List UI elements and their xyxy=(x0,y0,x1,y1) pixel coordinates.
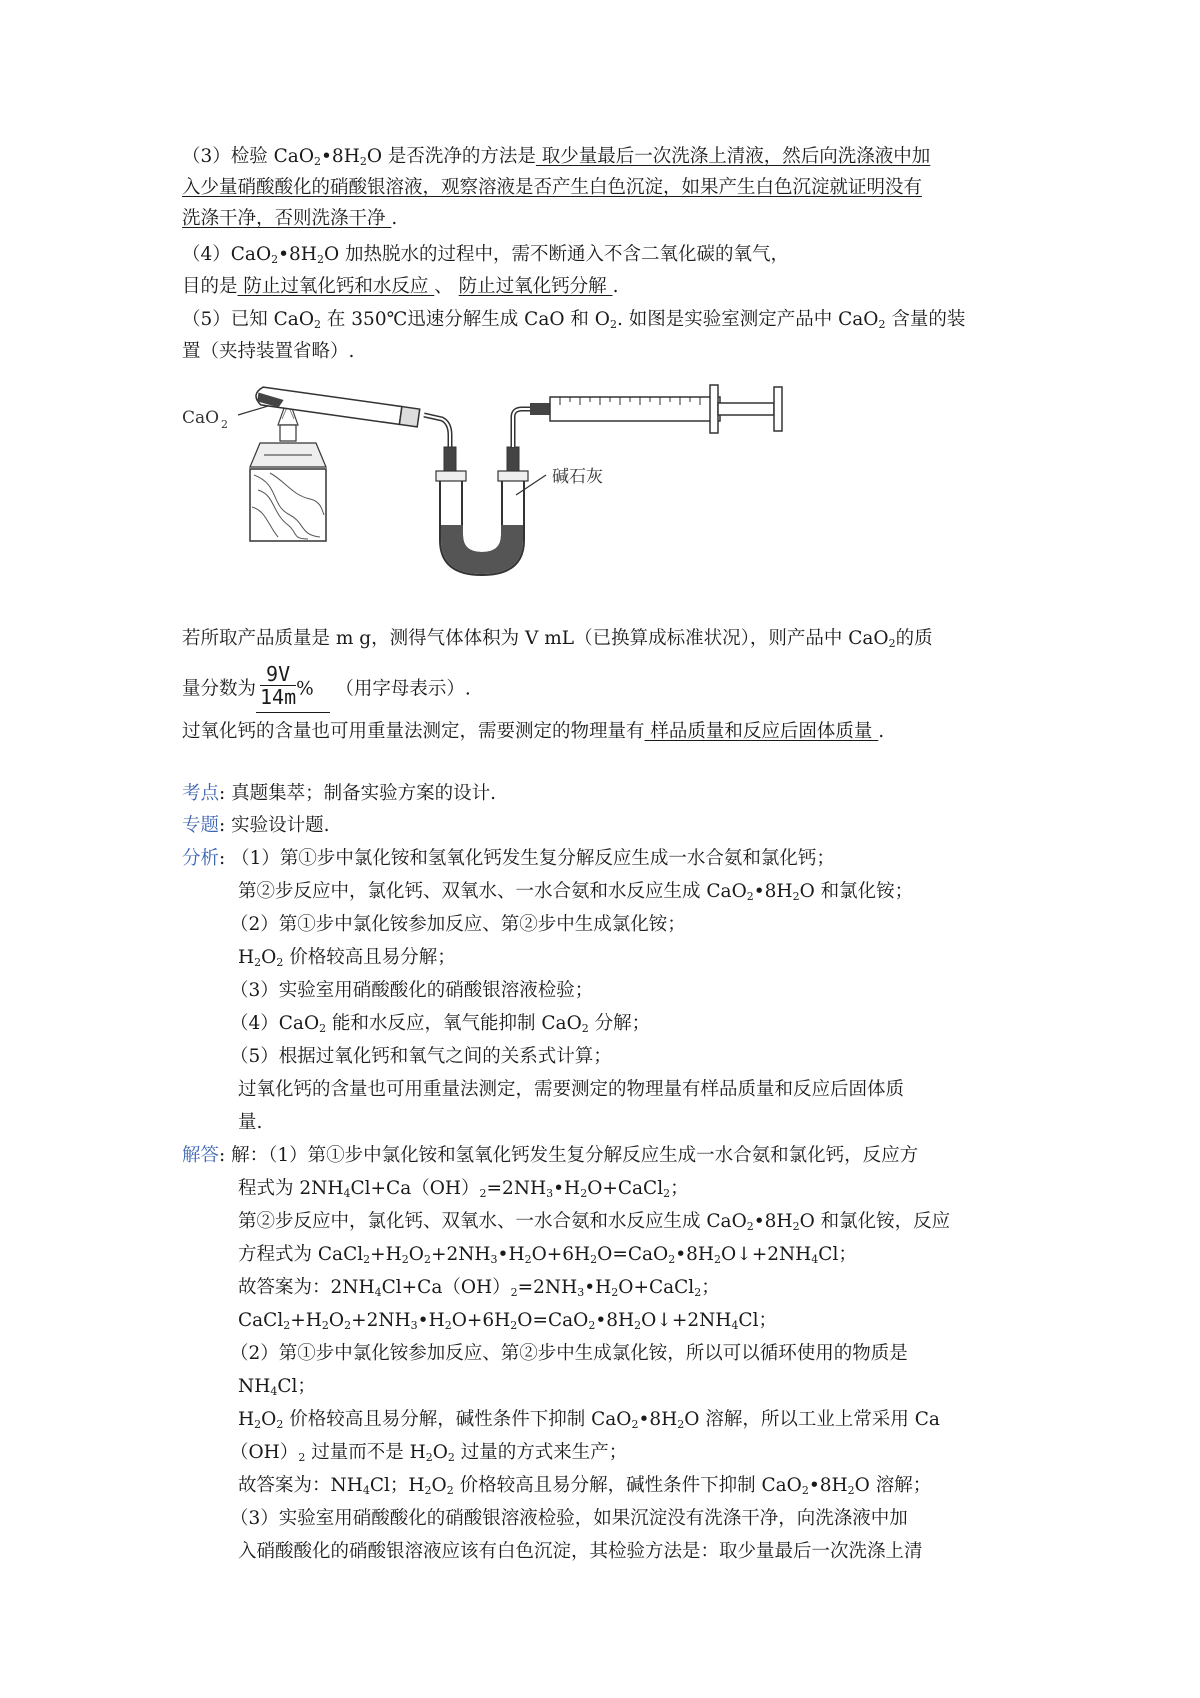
q3-answer-part3: 洗涤干净，否则洗涤干净 xyxy=(182,208,392,229)
fenxi-line8: 过氧化钙的含量也可用重量法测定，需要测定的物理量有样品质量和反应后固体质 xyxy=(238,1079,905,1100)
fenxi-line1: 分析: （1）第①步中氯化铵和氢氧化钙发生复分解反应生成一水合氨和氯化钙； xyxy=(182,848,835,869)
jieda-line11: 故答案为：$NH_4Cl$；$H_2O_2$ 价格较高且易分解，碱性条件下抑制 $CaO_2•8H_2O$ 溶解； xyxy=(238,1475,932,1497)
kaodian-label: 考点 xyxy=(182,783,220,804)
q3-answer-part1: 取少量最后一次洗涤上清液，然后向洗涤液中加 xyxy=(535,146,931,167)
fenxi-line4: $H_2O_2$ 价格较高且易分解； xyxy=(238,947,456,969)
q5-line2: 置（夹持装置省略）. xyxy=(182,341,355,362)
zhuanti-label: 专题 xyxy=(182,815,220,836)
jieda-line4: 方程式为 $CaCl_2+H_2O_2+2NH_3•H_2O+6H_2O=CaO_2•8H_2O↓+2NH_4Cl$； xyxy=(238,1244,857,1266)
q4-line1: $(4)CaO_2•8H_2O$ 加热脱水的过程中，需不断通入不含二氧化碳的氧气， xyxy=(182,244,790,266)
mass-fraction-answer: $\frac{9V}{14m}$ % xyxy=(256,667,329,713)
svg-text:2: 2 xyxy=(221,418,228,431)
jieda-line3: 第②步反应中，氯化钙、双氧水、一水合氨和水反应生成 $CaO_2•8H_2O$ 和氯化铵，反应 xyxy=(238,1211,951,1233)
after-line2: 量分数为 $\frac{9V}{14m}$ % （用字母表示）. xyxy=(182,667,471,713)
svg-text:碱石灰: 碱石灰 xyxy=(552,467,603,487)
gravimetric-answer: 样品质量和反应后固体质量 xyxy=(644,721,879,742)
fraction: $\frac{9V}{14m}$ xyxy=(260,662,297,709)
q4-line2: 目的是 防止过氧化钙和水反应 、 防止过氧化钙分解 . xyxy=(182,276,619,297)
jieda-line1: 解答: 解：（1）第①步中氯化铵和氢氧化钙发生复分解反应生成一水合氨和氯化钙，反应方 xyxy=(182,1145,919,1166)
fenxi-line6: （4）CaO$_2$ 能和水反应，氧气能抑制 CaO$_2$ 分解； xyxy=(230,1013,651,1035)
connector-tube xyxy=(507,403,550,471)
fenxi-line9: 量. xyxy=(238,1112,263,1133)
gas-syringe xyxy=(550,385,782,433)
q4-answer-1: 防止过氧化钙和水反应 xyxy=(237,276,435,297)
fenxi-line2: 第②步反应中，氯化钙、双氧水、一水合氨和水反应生成 $CaO_2•8H_2O$ 和氯化铵； xyxy=(238,881,914,903)
q5-line1: （5）已知 CaO$_2$ 在 350℃迅速分解生成 CaO 和 $O_2$. 如图是实验室测定产品中 CaO$_2$ 含量的装 xyxy=(182,309,966,331)
apparatus-figure xyxy=(180,375,870,595)
q4-answer-2: 防止过氧化钙分解 xyxy=(458,276,613,297)
fenxi-label: 分析 xyxy=(182,848,220,869)
fenxi-line3: （2）第①步中氯化铵参加反应、第②步中生成氯化铵； xyxy=(230,914,686,935)
fenxi-line5: （3）实验室用硝酸酸化的硝酸银溶液检验； xyxy=(230,980,594,1001)
jieda-line9: $H_2O_2$ 价格较高且易分解，碱性条件下抑制 $CaO_2•8H_2O$ 溶解，所以工业上常采用 Ca xyxy=(238,1409,940,1431)
jieda-line12: （3）实验室用硝酸酸化的硝酸银溶液检验，如果沉淀没有洗涤干净，向洗涤液中加 xyxy=(230,1508,908,1529)
delivery-tube xyxy=(424,415,456,471)
q3-line3: 洗涤干净，否则洗涤干净 . xyxy=(182,208,398,229)
wooden-block xyxy=(250,469,326,541)
kaodian-line: 考点: 真题集萃；制备实验方案的设计. xyxy=(182,783,497,804)
after-line3: 过氧化钙的含量也可用重量法测定，需要测定的物理量有 样品质量和反应后固体质量 . xyxy=(182,721,885,742)
jieda-line5: 故答案为：$2NH_4Cl+Ca(OH)_2=2NH_3•H_2O+CaCl_2$； xyxy=(238,1277,720,1299)
after-line1: 若所取产品质量是 m g，测得气体体积为 V mL（已换算成标准状况），则产品中 CaO$_2$的质 xyxy=(182,628,933,650)
svg-text:CaO: CaO xyxy=(182,408,220,428)
jieda-line13: 入硝酸酸化的硝酸银溶液应该有白色沉淀，其检验方法是：取少量最后一次洗涤上清 xyxy=(238,1541,923,1562)
zhuanti-line: 专题: 实验设计题. xyxy=(182,815,330,836)
jieda-line6: $CaCl_2+H_2O_2+2NH_3•H_2O+6H_2O=CaO_2•8H_2O↓+2NH_4Cl$； xyxy=(238,1310,777,1332)
cao2-label xyxy=(182,403,278,431)
u-tube-soda-lime xyxy=(436,467,603,575)
jieda-line7: （2）第①步中氯化铵参加反应、第②步中生成氯化铵，所以可以循环使用的物质是 xyxy=(230,1343,908,1364)
jieda-line2: 程式为 $2NH_4Cl+Ca(OH)_2=2NH_3•H_2O+CaCl_2$； xyxy=(238,1178,689,1200)
jieda-line8: $NH_4Cl$； xyxy=(238,1376,316,1398)
jieda-line10: $(OH)_2$ 过量而不是 $H_2O_2$ 过量的方式来生产； xyxy=(230,1442,628,1464)
jieda-label: 解答 xyxy=(182,1145,220,1166)
q3-answer-part2: 入少量硝酸酸化的硝酸银溶液，观察溶液是否产生白色沉淀，如果产生白色沉淀就证明没有 xyxy=(182,177,923,198)
q3-line1: （3）检验 $CaO_2•8H_2O$ 是否洗净的方法是 取少量最后一次洗涤上清液，然后向洗涤液中加 xyxy=(182,146,931,168)
fenxi-line7: （5）根据过氧化钙和氧气之间的关系式计算； xyxy=(230,1046,612,1067)
